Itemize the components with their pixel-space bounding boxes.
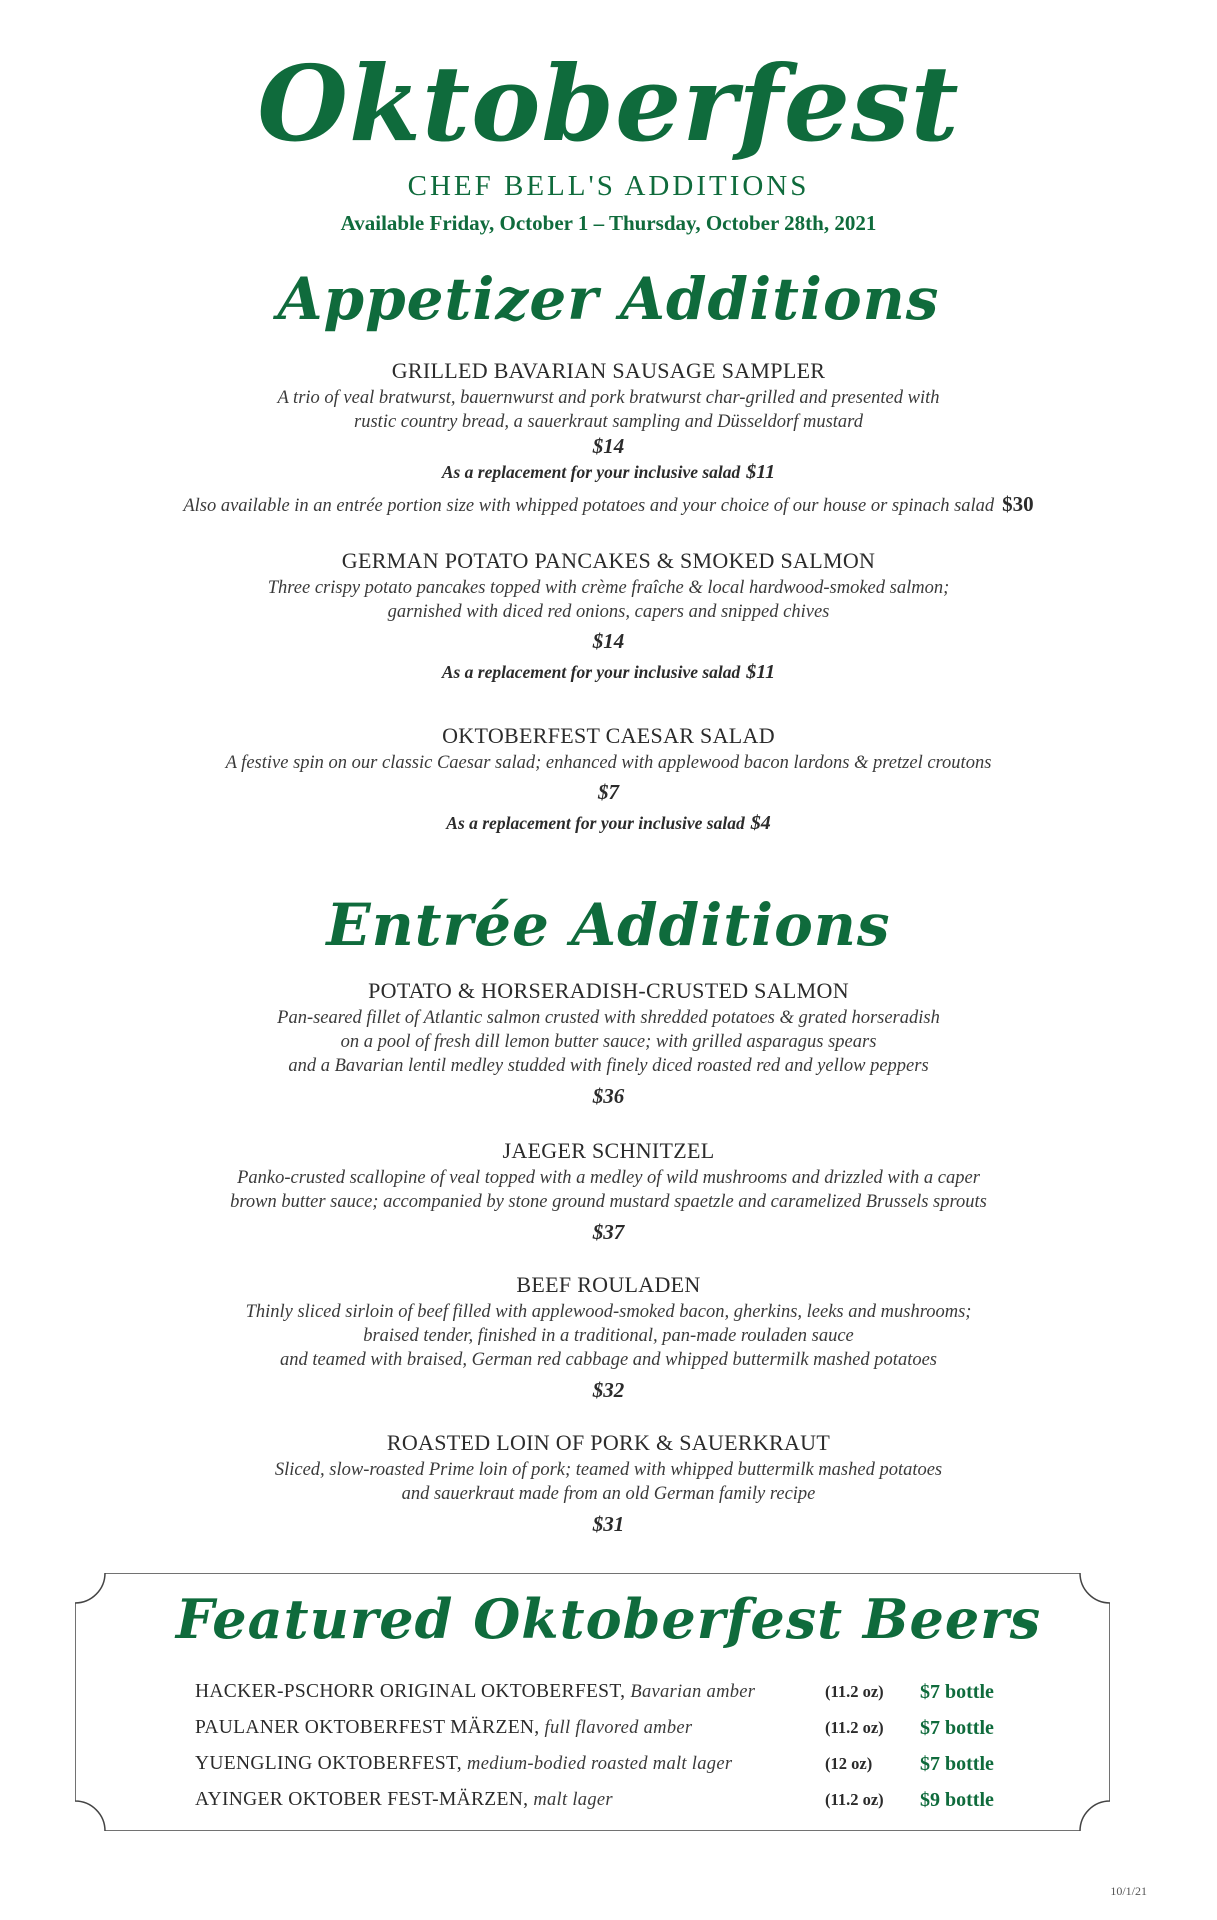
beer-price: $9 bottle (920, 1789, 994, 1811)
beer-row (195, 1711, 1025, 1745)
item-description-line: and a Bavarian lentil medley studded with finely diced roasted red and yellow peppers (288, 1056, 929, 1076)
beer-row (195, 1675, 1025, 1709)
availability-dates: Available Friday, October 1 – Thursday, October 28th, 2021 (340, 211, 877, 235)
item-price: $7 (598, 780, 619, 804)
item-price: $14 (592, 629, 625, 653)
beer-row (195, 1747, 1025, 1781)
item-price: $32 (592, 1378, 625, 1402)
menu-item (100, 1136, 1117, 1250)
beer-style: full flavored amber (544, 1718, 693, 1738)
item-description-line: Sliced, slow-roasted Prime loin of pork; teamed with whipped buttermilk mashed potatoes (274, 1460, 943, 1480)
entree-section-title: Entrée Additions (326, 891, 891, 959)
beer-brand: HACKER-PSCHORR ORIGINAL OKTOBERFEST, (195, 1681, 626, 1702)
replacement-label: As a replacement for your inclusive salad (441, 662, 741, 682)
item-description-line: Pan-seared fillet of Atlantic salmon crusted with shredded potatoes & grated horseradish (277, 1008, 940, 1028)
item-price: $36 (592, 1084, 625, 1108)
replacement-note (100, 658, 1117, 686)
item-name: BEEF ROULADEN (516, 1272, 701, 1297)
item-description-line: Thinly sliced sirloin of beef filled with applewood-smoked bacon, gherkins, leeks and mushrooms; (245, 1302, 972, 1322)
beer-brand: PAULANER OKTOBERFEST MÄRZEN, (195, 1717, 540, 1738)
entree-portion-text: Also available in an entrée portion size with whipped potatoes and your choice of our house or spinach salad (183, 496, 995, 516)
item-description-line: on a pool of fresh dill lemon butter sauce; with grilled asparagus spears (340, 1032, 877, 1052)
appetizer-section-title: Appetizer Additions (277, 265, 940, 333)
beer-size: (11.2 oz) (825, 1790, 884, 1809)
item-price: $37 (592, 1220, 625, 1244)
replacement-note (100, 458, 1117, 486)
item-name: GERMAN POTATO PANCAKES & SMOKED SALMON (341, 548, 876, 573)
beer-style: malt lager (533, 1790, 613, 1810)
beer-name (195, 1783, 613, 1817)
footer-date: 10/1/21 (1110, 1884, 1147, 1898)
item-name: GRILLED BAVARIAN SAUSAGE SAMPLER (391, 358, 826, 383)
item-price: $31 (592, 1512, 625, 1536)
replacement-price: $4 (750, 812, 771, 834)
replacement-price: $11 (746, 461, 776, 483)
item-name: JAEGER SCHNITZEL (502, 1138, 715, 1163)
entree-portion-price: $30 (1002, 492, 1034, 516)
beer-name (195, 1675, 755, 1709)
beer-price: $7 bottle (920, 1681, 994, 1703)
item-price: $14 (592, 434, 625, 458)
subtitle: CHEF BELL'S ADDITIONS (407, 170, 810, 202)
item-name: OKTOBERFEST CAESAR SALAD (442, 723, 775, 748)
menu-item (100, 1428, 1117, 1542)
replacement-price: $11 (746, 661, 776, 683)
item-description-line: and teamed with braised, German red cabbage and whipped buttermilk mashed potatoes (279, 1350, 937, 1370)
item-description-line: garnished with diced red onions, capers and snipped chives (387, 602, 830, 622)
menu-item (100, 546, 1117, 686)
beer-size: (12 oz) (825, 1754, 873, 1773)
item-description-line: and sauerkraut made from an old German family recipe (401, 1484, 816, 1504)
beer-style: medium-bodied roasted malt lager (467, 1754, 733, 1774)
item-description-line: brown butter sauce; accompanied by stone ground mustard spaetzle and caramelized Brussels sprouts (230, 1192, 987, 1212)
item-name: ROASTED LOIN OF PORK & SAUERKRAUT (386, 1430, 831, 1455)
beer-size: (11.2 oz) (825, 1718, 884, 1737)
replacement-label: As a replacement for your inclusive salad (441, 462, 741, 482)
replacement-label: As a replacement for your inclusive salad (446, 813, 745, 833)
item-description-line: Panko-crusted scallopine of veal topped with a medley of wild mushrooms and drizzled with a caper (237, 1168, 980, 1188)
beer-price: $7 bottle (920, 1753, 994, 1775)
menu-item (100, 976, 1117, 1114)
beer-brand: AYINGER OKTOBER FEST-MÄRZEN, (195, 1789, 529, 1810)
item-description-line: braised tender, finished in a traditional, pan-made rouladen sauce (363, 1326, 854, 1346)
item-description-line: A festive spin on our classic Caesar salad; enhanced with applewood bacon lardons & pretzel croutons (225, 753, 992, 773)
beer-size: (11.2 oz) (825, 1682, 884, 1701)
item-name: POTATO & HORSERADISH-CRUSTED SALMON (368, 978, 849, 1003)
item-description-line: rustic country bread, a sauerkraut sampling and Düsseldorf mustard (354, 412, 863, 432)
item-description-line: Three crispy potato pancakes topped with crème fraîche & local hardwood-smoked salmon; (267, 578, 950, 598)
beer-name (195, 1711, 692, 1745)
menu-item (100, 1270, 1117, 1408)
menu-item (100, 356, 1117, 486)
beer-name (195, 1747, 732, 1781)
entree-portion-note (0, 490, 1217, 520)
page-title: Oktoberfest (257, 42, 960, 165)
replacement-note (100, 809, 1117, 837)
beer-row (195, 1783, 1025, 1817)
menu-item (100, 721, 1117, 837)
beer-price: $7 bottle (920, 1717, 994, 1739)
item-description-line: A trio of veal bratwurst, bauernwurst and pork bratwurst char-grilled and presented with (277, 388, 940, 408)
beer-brand: YUENGLING OKTOBERFEST, (195, 1753, 462, 1774)
beer-style: Bavarian amber (630, 1682, 756, 1702)
beer-section-title: Featured Oktoberfest Beers (175, 1587, 1042, 1651)
